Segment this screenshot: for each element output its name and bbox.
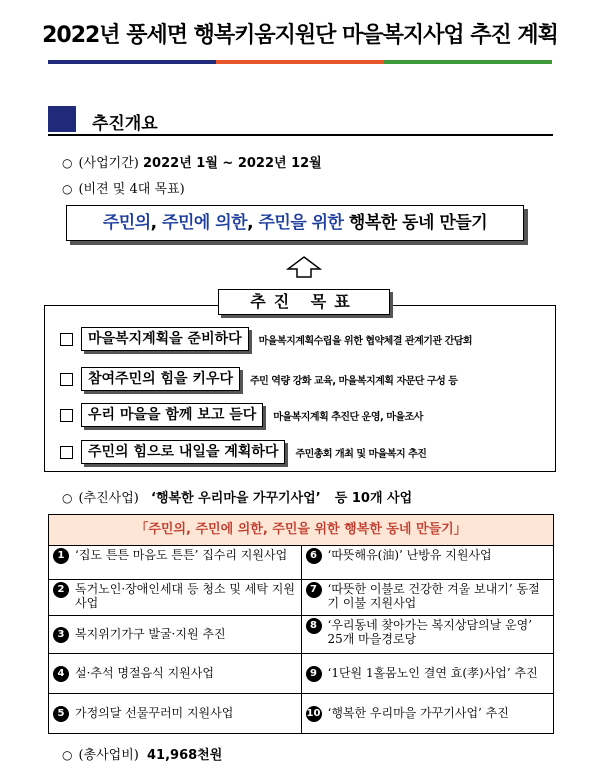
number-badge-icon: 4 (53, 666, 69, 682)
objective-goal: 주민의 힘으로 내일을 계획하다 (81, 440, 285, 464)
project-cell (301, 694, 554, 734)
number-badge-icon: 5 (53, 706, 69, 722)
number-badge-icon: 2 (53, 582, 69, 598)
vision-slogan: 주민의, 주민에 의한, 주민을 위한 행복한 동네 만들기 (66, 205, 524, 241)
checkbox-icon (60, 333, 73, 346)
project-cell (301, 616, 554, 654)
objective-row (60, 366, 457, 392)
objectives-title: 추진 목표 (218, 289, 390, 315)
project-text: ‘따뜻해유(油)’ 난방유 지원사업 (327, 548, 492, 562)
projects-suffix: 등 10개 사업 (334, 491, 413, 506)
project-text: 독거노인·장애인세대 등 청소 및 세탁 지원사업 (75, 582, 295, 610)
project-text: 설·추석 명절음식 지원사업 (75, 665, 214, 680)
number-badge-icon: 6 (306, 548, 322, 564)
number-badge-icon: 3 (53, 627, 69, 643)
vision-label: (비젼 및 4대 목표) (78, 182, 185, 197)
projects-table-header: 「주민의, 주민에 의한, 주민을 위한 행복한 동네 만들기」 (49, 515, 554, 546)
objective-desc: 마을복지계획수립을 위한 협약체결 관계기관 간담회 (258, 335, 473, 347)
project-cell (49, 546, 302, 580)
page-title: 2022년 풍세면 행복키움지원단 마을복지사업 추진 계획 (42, 23, 558, 48)
number-badge-icon: 8 (306, 618, 322, 634)
project-cell (301, 546, 554, 580)
projects-line (62, 487, 412, 506)
project-text: ‘따뜻한 이불로 건강한 겨울 보내기’ 동절기 이불 지원사업 (327, 582, 540, 610)
objective-goal: 참여주민의 힘을 키우다 (81, 367, 240, 391)
projects-table (48, 514, 554, 734)
title-bar-blue (48, 60, 216, 64)
objective-row (60, 402, 423, 428)
checkbox-icon (60, 373, 73, 386)
project-text: ‘집도 튼튼 마음도 튼튼’ 집수리 지원사업 (75, 548, 288, 562)
budget-label: (총사업비) (78, 748, 139, 763)
project-cell (49, 654, 302, 694)
project-text: ‘우리동네 찾아가는 복지상담의날 운영’ 25개 마을경로당 (327, 618, 533, 646)
objective-desc: 주민총회 개최 및 마을복지 추진 (295, 448, 427, 460)
project-text: ‘1단원 1홀몸노인 결연 효(孝)사업’ 추진 (327, 665, 538, 680)
title-bar-orange (216, 60, 384, 64)
section-divider (48, 134, 553, 136)
number-badge-icon: 1 (53, 548, 69, 564)
checkbox-icon (60, 409, 73, 422)
objective-row (60, 326, 472, 352)
circle-bullet-icon: ○ (62, 182, 73, 196)
up-arrow-icon (286, 255, 322, 279)
section-title: 추진개요 (92, 114, 158, 134)
project-text: 복지위기가구 발굴·지원 추진 (75, 626, 226, 641)
circle-bullet-icon: ○ (62, 491, 73, 505)
objective-row (60, 439, 426, 465)
period-line (62, 152, 322, 171)
section-marker (48, 106, 76, 132)
project-cell (301, 580, 554, 616)
project-cell (49, 580, 302, 616)
project-cell (49, 616, 302, 654)
number-badge-icon: 10 (306, 706, 322, 722)
checkbox-icon (60, 446, 73, 459)
period-value: 2022년 1월 ~ 2022년 12월 (143, 156, 322, 171)
projects-label: (추진사업) (78, 491, 139, 506)
project-cell (301, 654, 554, 694)
circle-bullet-icon: ○ (62, 748, 73, 762)
objective-desc: 주민 역량 강화 교육, 마을복지계획 자문단 구성 등 (250, 375, 458, 387)
title-bar-green (384, 60, 552, 64)
circle-bullet-icon: ○ (62, 156, 73, 170)
project-text: ‘행복한 우리마을 가꾸기사업’ 추진 (327, 705, 509, 720)
budget-line (62, 744, 222, 763)
projects-value: ‘행복한 우리마을 가꾸기사업’ (151, 491, 321, 506)
budget-value: 41,968천원 (147, 748, 223, 763)
number-badge-icon: 9 (306, 666, 322, 682)
objective-goal: 마을복지계획을 준비하다 (81, 327, 249, 351)
objective-goal: 우리 마을을 함께 보고 듣다 (81, 403, 263, 427)
objective-desc: 마을복지계획 추진단 운영, 마을조사 (273, 411, 423, 423)
project-text: 가정의달 선물꾸러미 지원사업 (75, 705, 234, 720)
vision-line (62, 178, 185, 197)
project-cell (49, 694, 302, 734)
period-label: (사업기간) (78, 156, 139, 171)
number-badge-icon: 7 (306, 582, 322, 598)
